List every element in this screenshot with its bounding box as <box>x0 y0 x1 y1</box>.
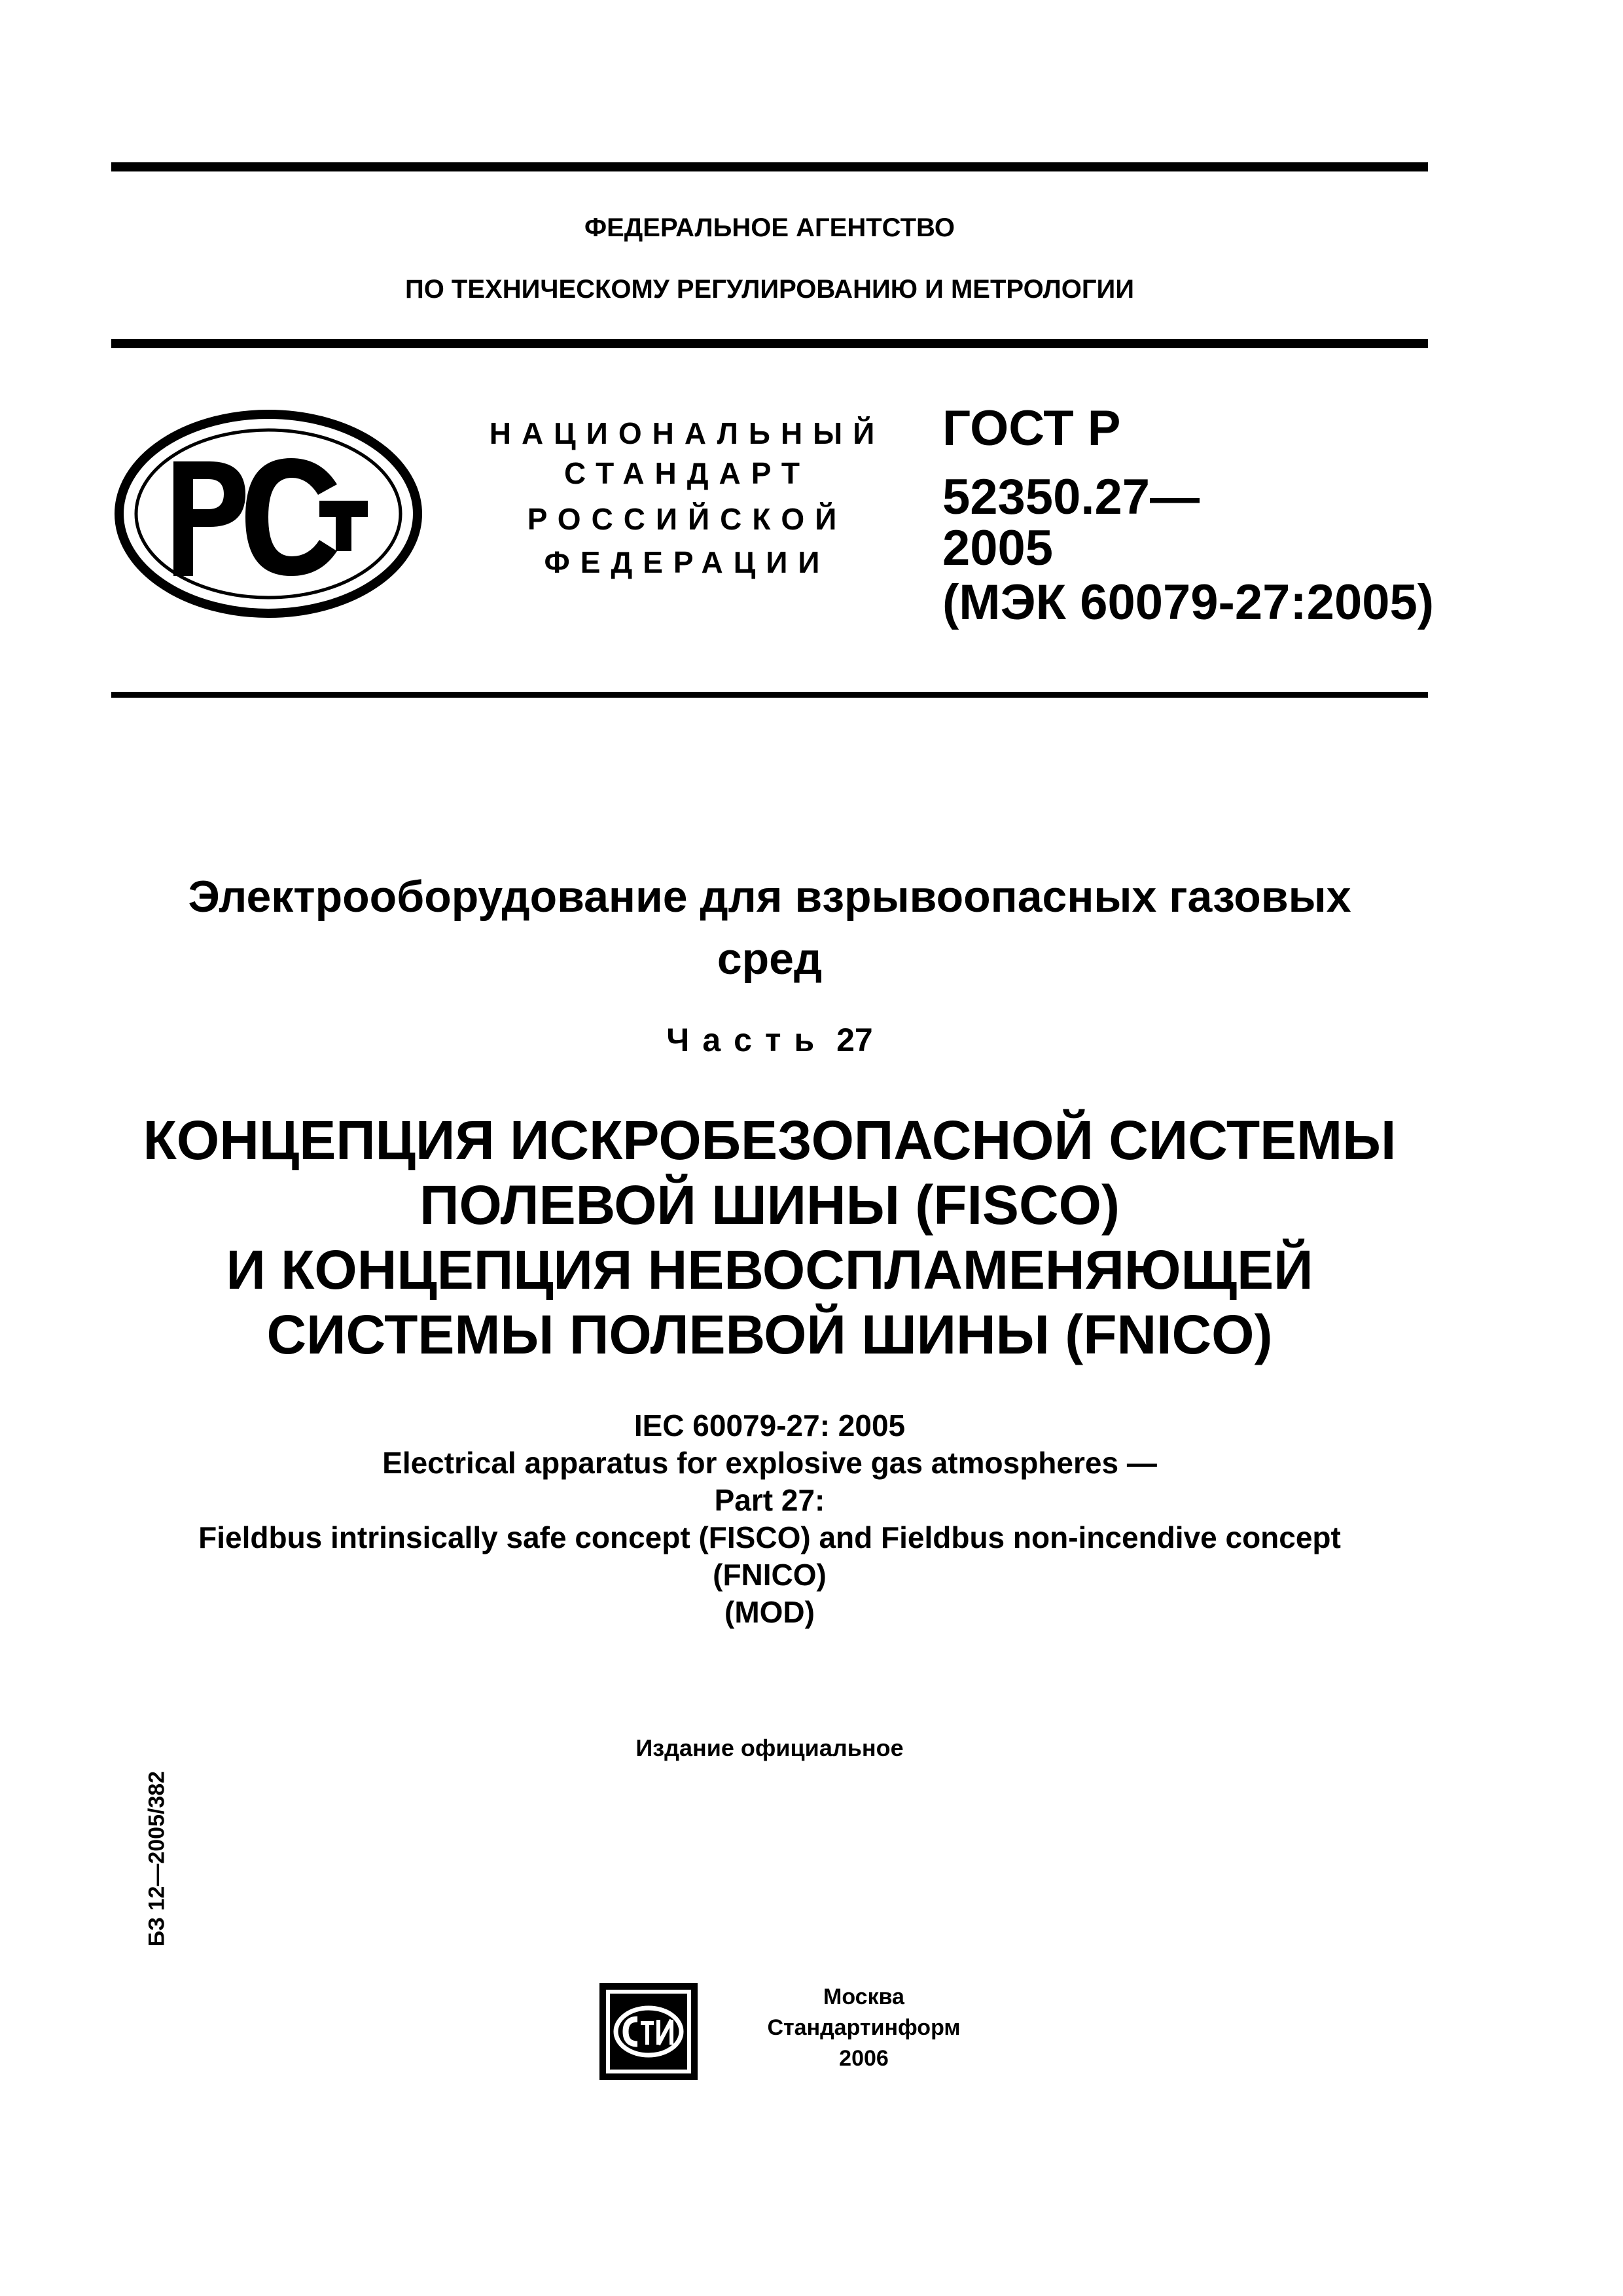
sti-logo-icon <box>599 1983 698 2080</box>
gost-designation-line4: (МЭК 60079-27:2005) <box>942 575 1435 630</box>
main-title-line2: ПОЛЕВОЙ ШИНЫ (FISCO) <box>419 1174 1120 1236</box>
part-label <box>111 1021 1428 1059</box>
header-rule <box>111 339 1428 348</box>
gost-designation-line3: 2005 <box>942 520 1054 576</box>
english-line4: Fieldbus intrinsically safe concept (FISCO) and Fieldbus non-incendive concept <box>198 1520 1341 1554</box>
part-number: 27 <box>836 1022 873 1058</box>
title-ru-line1: Электрооборудование для взрывоопасных газовых <box>188 872 1351 922</box>
standard-type-line4: ФЕДЕРАЦИИ <box>544 545 830 579</box>
english-line5: (FNICO) <box>713 1558 827 1592</box>
side-code: БЗ 12—2005/382 <box>144 1770 169 1947</box>
rst-logo-icon <box>111 406 425 622</box>
designation-rule <box>111 692 1428 698</box>
standard-type-line3: РОССИЙСКОЙ <box>527 502 847 536</box>
publisher-logo <box>599 1983 698 2080</box>
publisher-year: 2006 <box>839 2046 889 2071</box>
main-title-line1: КОНЦЕПЦИЯ ИСКРОБЕЗОПАСНОЙ СИСТЕМЫ <box>143 1109 1397 1171</box>
main-title-line4: СИСТЕМЫ ПОЛЕВОЙ ШИНЫ (FNICO) <box>266 1304 1273 1365</box>
english-title <box>111 1407 1428 1631</box>
gost-designation-line2: 52350.27— <box>942 469 1200 525</box>
rst-logo <box>111 406 425 622</box>
english-line2: Electrical apparatus for explosive gas atmospheres — <box>382 1446 1157 1480</box>
main-title-line3: И КОНЦЕПЦИЯ НЕВОСПЛАМЕНЯЮЩЕЙ <box>226 1239 1313 1300</box>
part-word: Часть <box>666 1022 828 1058</box>
edition-label: Издание официальное <box>635 1734 904 1761</box>
english-line3: Part 27: <box>714 1483 825 1517</box>
publisher-info <box>733 1982 995 2074</box>
publisher-city: Москва <box>823 1984 904 2009</box>
standard-type-line2: СТАНДАРТ <box>564 456 810 490</box>
english-line6: (MOD) <box>724 1595 815 1629</box>
gost-designation-line1: ГОСТ Р <box>942 401 1121 456</box>
english-line1: IEC 60079-27: 2005 <box>633 1408 906 1443</box>
standard-type-line1: НАЦИОНАЛЬНЫЙ <box>489 416 885 450</box>
agency-name-line1: ФЕДЕРАЛЬНОЕ АГЕНТСТВО <box>584 213 955 242</box>
agency-name-line2: ПО ТЕХНИЧЕСКОМУ РЕГУЛИРОВАНИЮ И МЕТРОЛОГИИ <box>404 275 1135 304</box>
top-rule <box>111 162 1428 171</box>
publisher-name: Стандартинформ <box>767 2015 961 2040</box>
title-ru-line2: сред <box>717 934 823 984</box>
